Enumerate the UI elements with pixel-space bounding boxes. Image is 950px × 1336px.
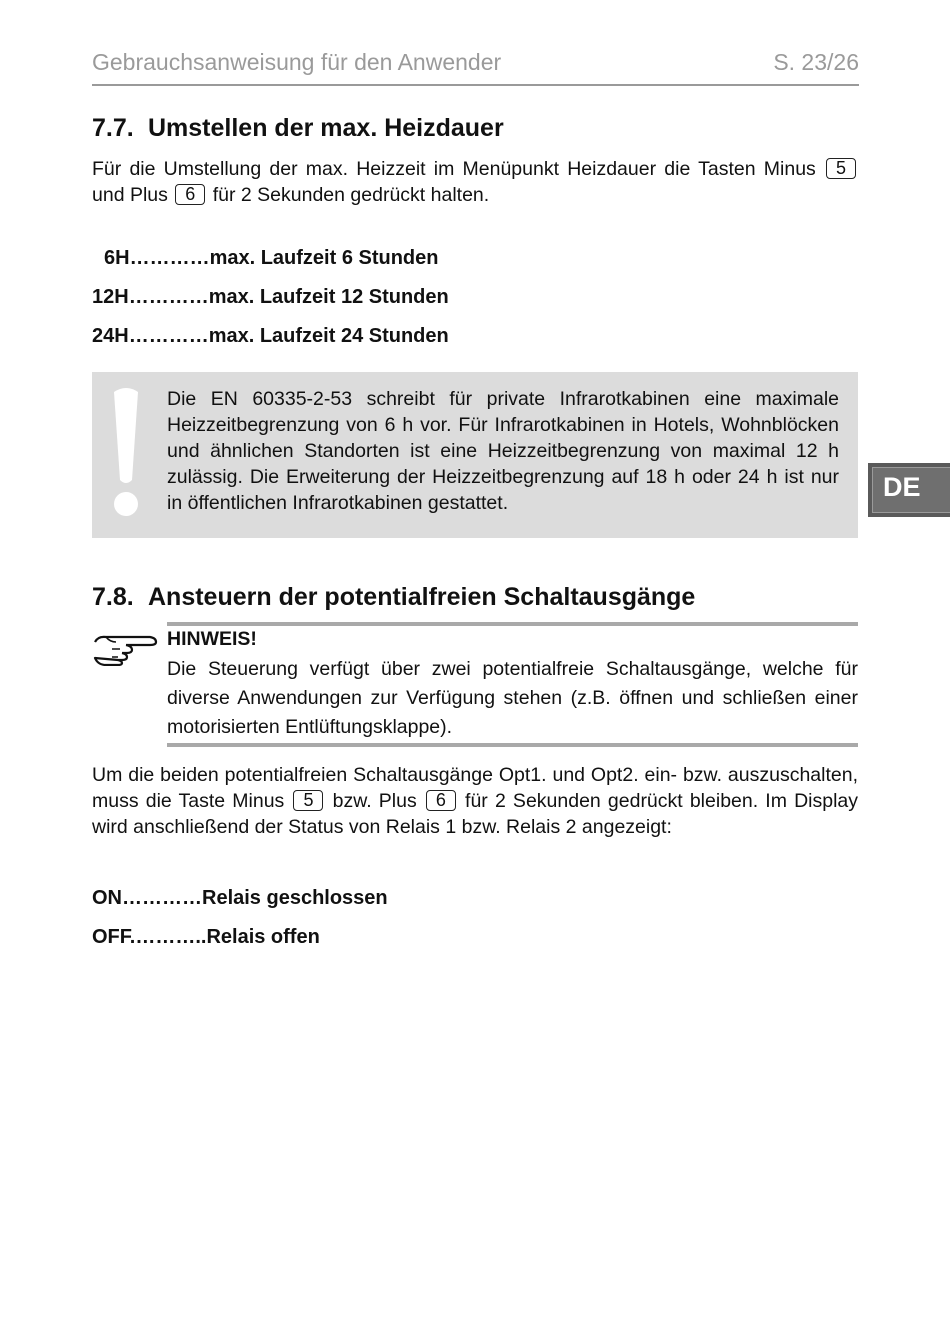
minus-key: 5	[826, 158, 856, 179]
header-divider	[92, 84, 859, 86]
body-text: Um die beiden potentialfreien Schaltausgänge Opt1. und Opt2. ein- bzw. auszuschalten, muss die Taste Minus	[92, 764, 858, 812]
page-number: S. 23/26	[773, 49, 859, 75]
section-title: Ansteuern der potentialfreien Schaltausgänge	[148, 583, 696, 611]
intro-text: Für die Umstellung der max. Heizzeit im Menüpunkt Heizdauer die Tasten Minus	[92, 158, 816, 180]
intro-text: und Plus	[92, 184, 168, 206]
section-7-7-intro	[92, 156, 858, 208]
document-title: Gebrauchsanweisung für den Anwender	[92, 49, 502, 75]
section-7-7-heading	[92, 114, 504, 143]
language-label: DE	[883, 472, 921, 502]
section-7-8-body	[92, 762, 858, 840]
state-on: ON…………Relais geschlossen	[92, 887, 388, 909]
note-title: HINWEIS!	[167, 628, 257, 650]
page-header	[92, 49, 859, 79]
note-text: Die Steuerung verfügt über zwei potentialfreie Schaltausgänge, welche für diverse Anwendungen zur Verfügung stehen (z.B. öffnen und schließen einer motorisierten Entlüftungsklappe).	[167, 658, 858, 738]
section-number: 7.7.	[92, 114, 134, 142]
plus-key: 6	[175, 184, 205, 205]
section-7-8-heading	[92, 583, 695, 612]
exclamation-icon	[108, 384, 144, 524]
body-text: bzw. Plus	[332, 790, 417, 812]
section-title: Umstellen der max. Heizdauer	[148, 114, 504, 142]
option-6h: 6H…………max. Laufzeit 6 Stunden	[104, 247, 439, 269]
option-12h: 12H…………max. Laufzeit 12 Stunden	[92, 286, 449, 308]
plus-key: 6	[426, 790, 456, 811]
note-bottom-rule	[167, 743, 858, 747]
pointing-hand-icon	[92, 630, 158, 666]
warning-text: Die EN 60335-2-53 schreibt für private Infrarotkabinen eine maximale Heizzeitbegrenzung von 6 h vor. Für Infrarotkabinen in Hotels, Wohnblöcken und ähnlichen Standorten ist eine Heizzeitbegrenzung von maximal 12 h zulässig. Die Erweiterung der Heizzeitbegrenzung auf 18 h oder 24 h ist nur in öffentlichen Infrarotkabinen gestattet.	[167, 388, 839, 514]
note-top-rule	[167, 622, 858, 626]
language-tab	[868, 463, 950, 517]
body-text: für 2 Sekunden gedrückt bleiben. Im Display wird anschließend der Status von Relais 1 bzw. Relais 2 angezeigt:	[92, 790, 859, 838]
section-number: 7.8.	[92, 583, 134, 611]
warning-box	[92, 372, 858, 538]
option-24h: 24H…………max. Laufzeit 24 Stunden	[92, 325, 449, 347]
state-off: OFF.………..Relais offen	[92, 926, 320, 948]
minus-key: 5	[293, 790, 323, 811]
intro-text: für 2 Sekunden gedrückt halten.	[212, 184, 490, 206]
